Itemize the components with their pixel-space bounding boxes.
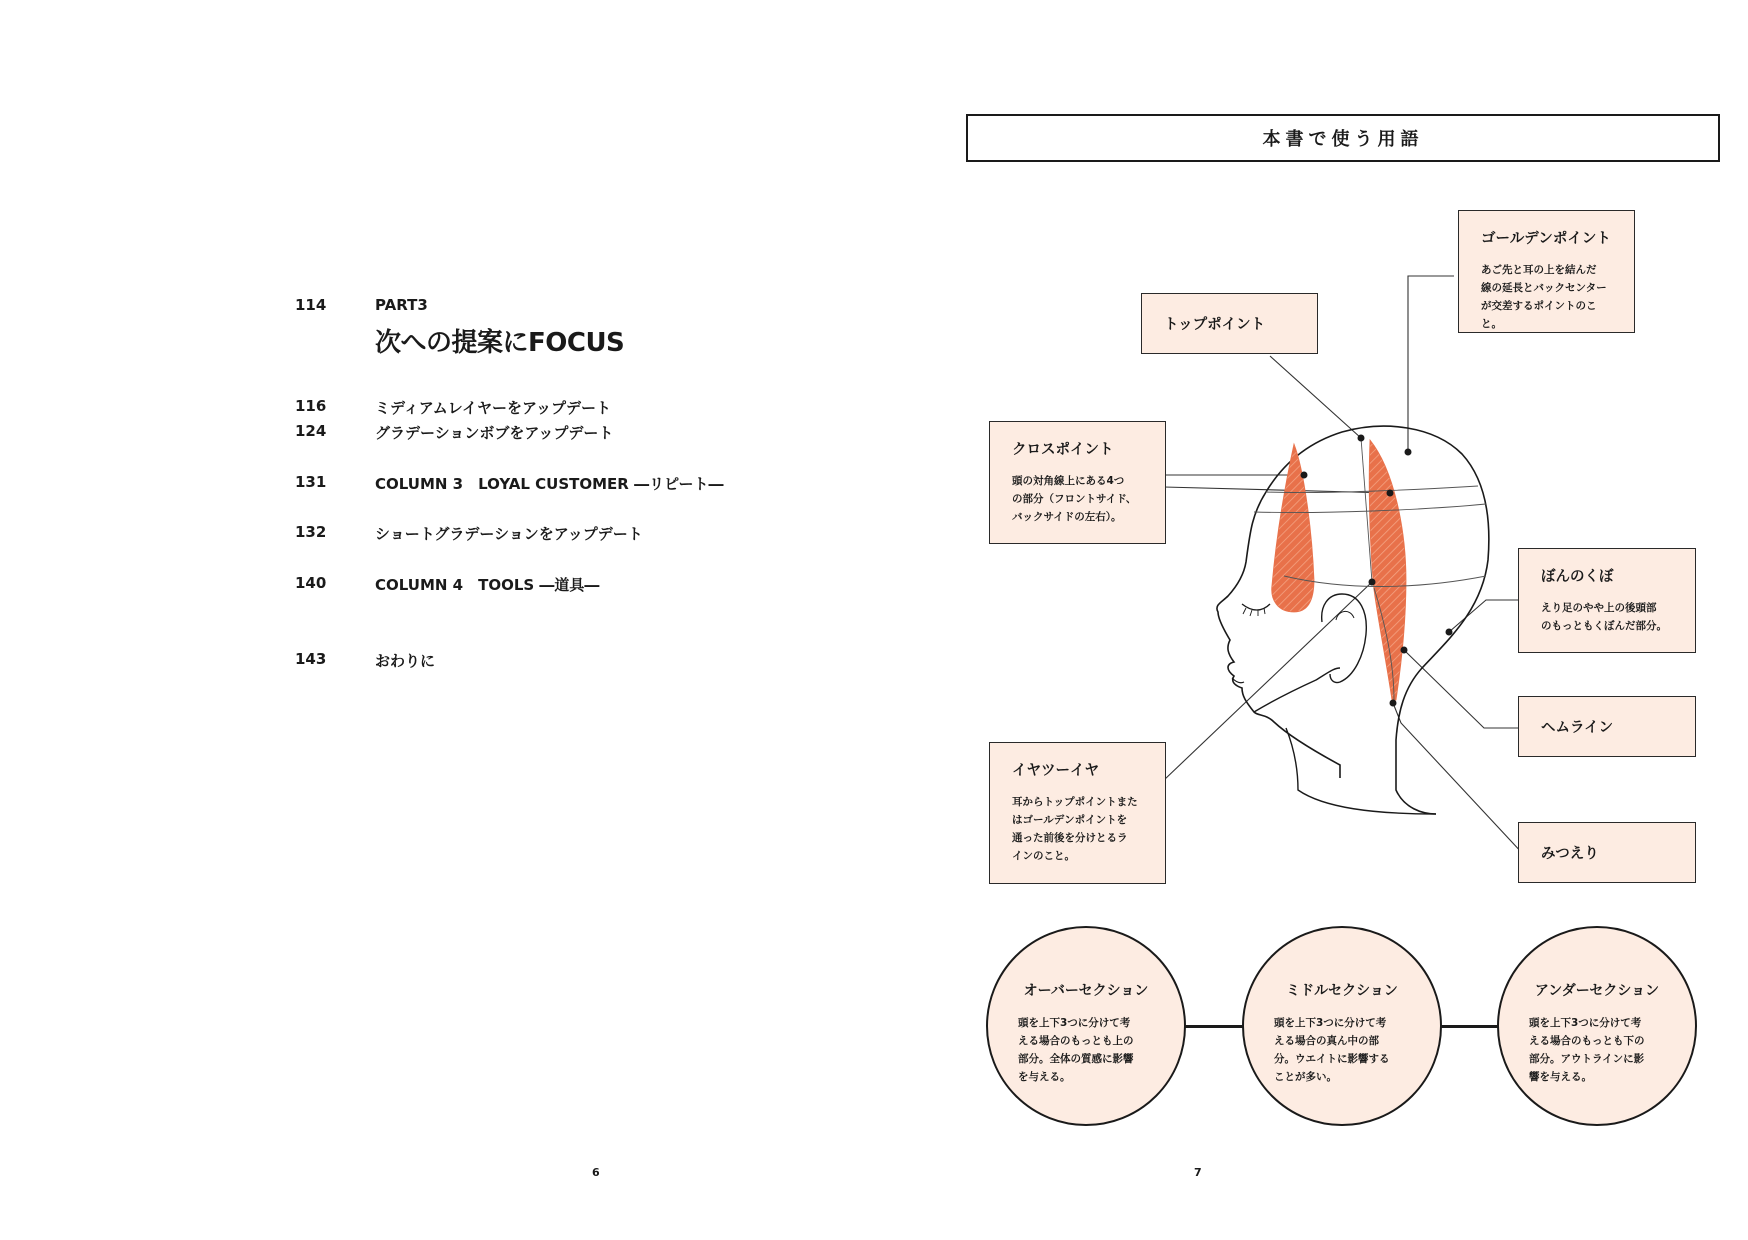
term-description-line: が交差するポイントのこと。 (1481, 300, 1597, 330)
term-description-line: の部分（フロントサイド、 (1012, 493, 1137, 505)
term-description-line: 通った前後を分けとるラ (1012, 832, 1128, 844)
ear-inner (1336, 611, 1354, 620)
section-over (986, 926, 1186, 1126)
toc-entry-number: 116 (295, 397, 327, 415)
section-description-line: ことが多い。 (1274, 1071, 1337, 1083)
leader-mitsueri (1393, 703, 1524, 855)
toc-entry-number: 143 (295, 650, 327, 668)
top-point-dot (1358, 435, 1365, 442)
term-top-point (1141, 293, 1318, 354)
term-description-line: バックサイドの左右）。 (1012, 511, 1122, 523)
mitsueri-dot (1390, 700, 1397, 707)
ear (1322, 594, 1367, 683)
section-connector (1441, 1025, 1499, 1028)
section-title: アンダーセクション (1534, 983, 1660, 999)
term-bon-no-kubo (1518, 548, 1696, 653)
term-ear-to-ear (989, 742, 1166, 884)
toc-entry-number: 124 (295, 422, 327, 440)
term-description-line: 耳からトップポイントまた (1012, 796, 1138, 808)
section-description-line: 頭を上下3つに分けて考 (1018, 1017, 1131, 1029)
hemline-dot (1401, 647, 1408, 654)
leader-bon-no-kubo (1449, 600, 1524, 632)
term-cross-point (989, 421, 1166, 544)
toc-entry-title: COLUMN 3 LOYAL CUSTOMER ―リピート― (375, 475, 724, 493)
section-connector (1185, 1025, 1243, 1028)
bon-no-kubo-dot (1446, 629, 1453, 636)
toc-part-label: PART3 (375, 296, 428, 314)
glossary-header-title: 本書で使う用語 (1262, 129, 1424, 150)
head-outline (1217, 426, 1489, 814)
section-description (1529, 1014, 1673, 1086)
ear-to-ear-dot (1369, 579, 1376, 586)
section-description (1274, 1014, 1418, 1086)
term-description-line: あご先と耳の上を結んだ (1481, 264, 1597, 276)
toc-entry-number: 140 (295, 574, 327, 592)
term-description-line: 線の延長とバックセンター (1481, 282, 1607, 294)
cross-point-dot-front (1301, 472, 1308, 479)
section-description-line: 頭を上下3つに分けて考 (1529, 1017, 1642, 1029)
term-hemline (1518, 696, 1696, 757)
term-title: みつえり (1541, 846, 1599, 862)
term-description-line: えり足のやや上の後頭部 (1541, 602, 1657, 614)
toc-part-number: 114 (295, 296, 327, 314)
section-description (1018, 1014, 1162, 1086)
section-description-line: 頭を上下3つに分けて考 (1274, 1017, 1387, 1029)
term-title: イヤツーイヤ (1012, 763, 1099, 779)
term-mitsueri (1518, 822, 1696, 883)
term-description (1481, 261, 1614, 333)
section-description-line: 部分。アウトラインに影 (1529, 1053, 1645, 1065)
term-description-line: のもっともくぼんだ部分。 (1541, 620, 1667, 632)
term-description (1012, 793, 1145, 865)
term-title: クロスポイント (1012, 442, 1114, 458)
section-description-line: 響を与える。 (1529, 1071, 1592, 1083)
term-description-line: はゴールデンポイントを (1012, 814, 1128, 826)
jaw-line (1254, 668, 1340, 712)
section-description-line: える場合のもっとも上の (1018, 1035, 1134, 1047)
toc-entry-title: COLUMN 4 TOOLS ―道具― (375, 576, 600, 594)
toc-entry-title: ショートグラデーションをアップデート (375, 525, 643, 543)
section-middle (1242, 926, 1442, 1126)
toc-entry-number: 132 (295, 523, 327, 541)
term-golden-point (1458, 210, 1635, 333)
section-title: ミドルセクション (1286, 983, 1398, 999)
term-description (1012, 472, 1145, 526)
cross-zone-back (1369, 440, 1406, 700)
leader-hemline (1404, 650, 1524, 728)
section-description-line: える場合のもっとも下の (1529, 1035, 1645, 1047)
leader-lines (1164, 276, 1524, 855)
section-description-line: 分。ウエイトに影響する (1274, 1053, 1390, 1065)
neck-front (1286, 728, 1436, 814)
section-description-line: を与える。 (1018, 1071, 1071, 1083)
term-description-line: インのこと。 (1012, 850, 1075, 862)
eye (1242, 604, 1270, 610)
leader-golden-point (1408, 276, 1454, 452)
section-title: オーバーセクション (1023, 983, 1149, 999)
toc-entry-number: 131 (295, 473, 327, 491)
toc-entry-title: ミディアムレイヤーをアップデート (375, 399, 611, 417)
section-under (1497, 926, 1697, 1126)
section-description-line: 部分。全体の質感に影響 (1018, 1053, 1134, 1065)
term-title: ヘムライン (1541, 720, 1614, 736)
cross-point-dot-back (1387, 490, 1394, 497)
right-page-glossary (874, 0, 1748, 1240)
term-description (1541, 599, 1675, 635)
toc-entry-title: おわりに (375, 652, 436, 670)
term-title: ゴールデンポイント (1481, 231, 1611, 247)
term-description-line: 頭の対角線上にある4つ (1012, 475, 1125, 487)
toc-entry-title: グラデーションボブをアップデート (375, 424, 614, 442)
toc-part-title: 次への提案にFOCUS (375, 328, 625, 358)
term-title: ぼんのくぼ (1541, 569, 1614, 585)
leader-top-point (1270, 356, 1361, 438)
cross-zone-front (1272, 444, 1314, 612)
golden-point-dot (1405, 449, 1412, 456)
page-number-left: 6 (592, 1166, 600, 1179)
page-number-right: 7 (1194, 1166, 1202, 1179)
term-title: トップポイント (1164, 317, 1266, 333)
section-description-line: える場合の真ん中の部 (1274, 1035, 1379, 1047)
